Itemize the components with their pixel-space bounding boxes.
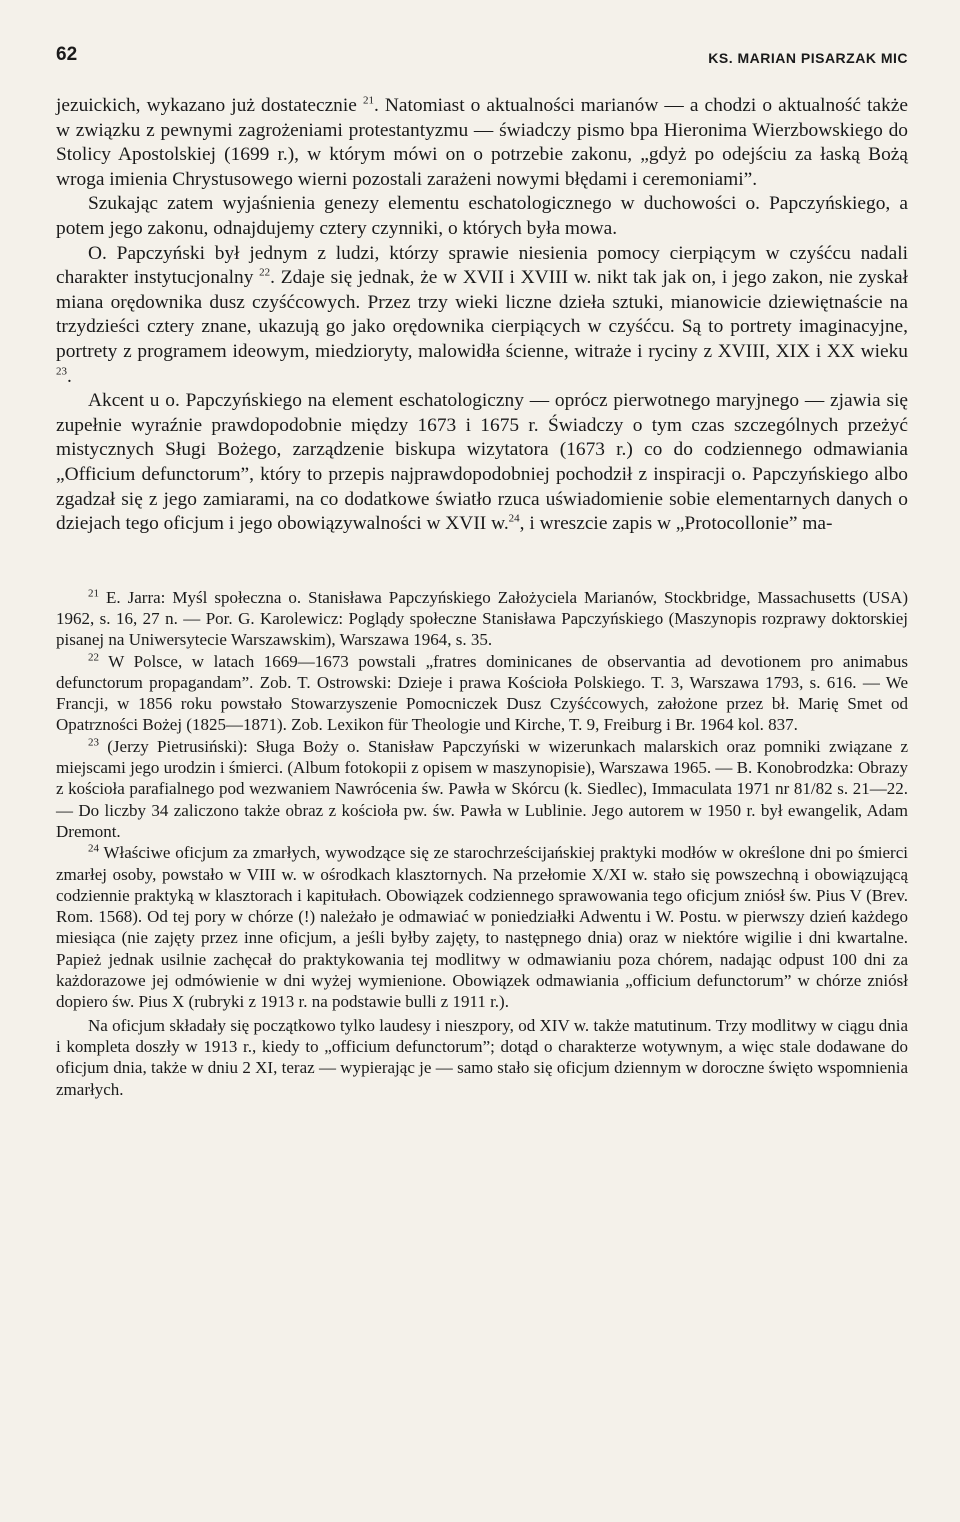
main-text [56, 94, 908, 537]
footnote: $^{21}$ E. Jarra: Myśl społeczna o. Stanisława Papczyńskiego Założyciela Marianów, Stockbridge, Massachusetts (USA) 1962, s. 16, 27 n. — Por. G. Karolewicz: Poglądy społeczne Stanisława Papczyńskiego (Maszynopis rozprawy doktorskiej pisanej na Uniwersytecie Warszawskim), Warszawa 1964, s. 35. [56, 587, 908, 650]
paragraph-4: Akcent u o. Papczyńskiego na element eschatologiczny — oprócz pierwotnego maryjnego — zjawia się zupełnie wyraźnie prawdopodobnie między 1673 i 1675 r. Świadczy o tym czas szczególnych przeżyć mistycznych Sługi Bożego, zarządzenie biskupa wizytatora (1673 r.) co do codziennego odmawiania „Officium defunctorum”, który to przepis najprawdopodobniej pochodził z inspiracji o. Papczyńskiego albo zgadzał się z jego zamiarami, na co dodatkowe światło rzuca uświadomienie sobie elementarnych danych o dziejach tego oficjum i jego obowiązywalności w XVII w.$^{24}$, i wreszcie zapis w „Protocollonie” ma- [56, 390, 908, 535]
paragraph-3: O. Papczyński był jednym z ludzi, którzy sprawie niesienia pomocy cierpiącym w czyśćcu nadali charakter instytucjonalny $^{22}$. Zdaje się jednak, że w XVII i XVIII w. nikt tak jak on, i jego zakon, nie zyskał miana orędownika dusz czyśćcowych. Przez trzy wieki liczne dzieła sztuki, mianowicie dziewiętnaście na trzydzieści cztery znane, ukazują go jako orędownika cierpiących w czyśćcu. Są to portrety imaginacyjne, portrety z programem ideowym, miedzioryty, malowidła ścienne, witraże i ryciny z XVIII, XIX i XX wieku $^{23}$. [56, 242, 908, 387]
closing-paragraph [56, 1015, 908, 1100]
footnote-ref-24: 24 [508, 512, 520, 525]
running-head: KS. MARIAN PISARZAK MIC [708, 50, 908, 66]
footnote-ref-21: 21 [362, 94, 374, 107]
footnote: $^{22}$ W Polsce, w latach 1669—1673 powstali „fratres dominicanes de observantia ad devotionem pro animabus defunctorum propagandam”. Zob. T. Ostrowski: Dzieje i prawa Kościoła Polskiego. T. 3, Warszawa 1793, s. 616. — We Francji, w 1856 roku powstało Stowarzyszenie Pomocniczek Dusz Czyśćcowych, założone przez bł. Marię Smet od Opatrzności Bożej (1825—1871). Zob. Lexikon für Theologie und Kirche, T. 9, Freiburg i Br. 1964 kol. 837. [56, 650, 908, 735]
paragraph-2: Szukając zatem wyjaśnienia genezy elementu eschatologicznego w duchowości o. Papczyńskiego, a potem jego zakonu, odnajdujemy cztery czynniki, o których była mowa. [56, 193, 908, 239]
footnote: $^{23}$ (Jerzy Pietrusiński): Sługa Boży o. Stanisław Papczyński w wizerunkach malarskich oraz pomniki związane z miejscami jego urodzin i śmierci. (Album fotokopii z opisem w maszynopisie), Warszawa 1965. — B. Konobrodzka: Obrazy z kościoła parafialnego pod wezwaniem Nawrócenia św. Pawła w Skórcu (k. Siedlec), Immaculata 1971 nr 81/82 s. 21—22. — Do liczby 34 zaliczono także obraz z kościoła pw. św. Pawła w Lublinie. Jego autorem w 1950 r. był ewangelik, Adam Dremont. [56, 736, 908, 841]
paragraph-1: jezuickich, wykazano już dostatecznie $^{21}$. Natomiast o aktualności marianów — a chodzi o aktualność także w związku z pewnymi zagrożeniami protestantyzmu — świadczy pismo bpa Hieronima Wierzbowskiego do Stolicy Apostolskiej (1699 r.), w którym mówi on o potrzebie zakonu, „gdyż po odejściu za łaską Bożą wroga imienia Chrystusowego wierni pozostali zarażeni nowymi błędami i ceremoniami”. [56, 94, 908, 190]
footnote-number: 21 [88, 587, 99, 600]
footnote-number: 24 [88, 842, 99, 855]
footnote-number: 22 [88, 650, 99, 663]
footnote-ref-23: 23 [56, 365, 67, 378]
closing-text: Na oficjum składały się początkowo tylko laudesy i nieszpory, od XIV w. także matutinum. Trzy modlitwy w ciągu dnia i kompleta doszły w 1913 r., kiedy to „officium defunctorum”; dotąd o charakterze wotywnym, a więc stale dodawane do oficjum dnia, także w dniu 2 XI, teraz — wypierając je — samo stało się oficjum dziennym w doroczne święto wspomnienia zmarłych. [56, 1015, 908, 1099]
footnote-ref-22: 22 [259, 266, 271, 279]
footnote: $^{24}$ Właściwe oficjum za zmarłych, wywodzące się ze starochrześcijańskiej praktyki modłów w określone dni po śmierci zmarłej osoby, powstało w VIII w. w ośrodkach klasztornych. Na przełomie X/XI w. stało się powszechną i obowiązującą codziennie praktyką w klasztorach i kapitułach. Obowiązek codziennego sprawowania tego oficjum zniósł św. Pius V (Brev. Rom. 1568). Od tej pory w chórze (!) należało je odmawiać w poniedziałki Adwentu i W. Postu. w pierwszy dzień każdego miesiąca (nie zajęty przez inne oficjum, a jeśli byłby zajęty, to następnego dnia) oraz w niektóre wigilie i dni kwartalne. Papież jednak usilnie zachęcał do praktykowania tej modlitwy w odmawianiu poza chórem, nadając odpust 100 dni za każdorazowe jej odmówienie w dni wyżej wymienione. Obowiązek odmawiania „officium defunctorum” w chórze zniósł dopiero św. Pius X (rubryki z 1913 r. na podstawie bulli z 1911 r.). [56, 842, 908, 1012]
footnote-number: 23 [88, 736, 99, 749]
footnotes [56, 587, 908, 1013]
page-header [56, 22, 908, 66]
page-number: 62 [56, 44, 78, 65]
